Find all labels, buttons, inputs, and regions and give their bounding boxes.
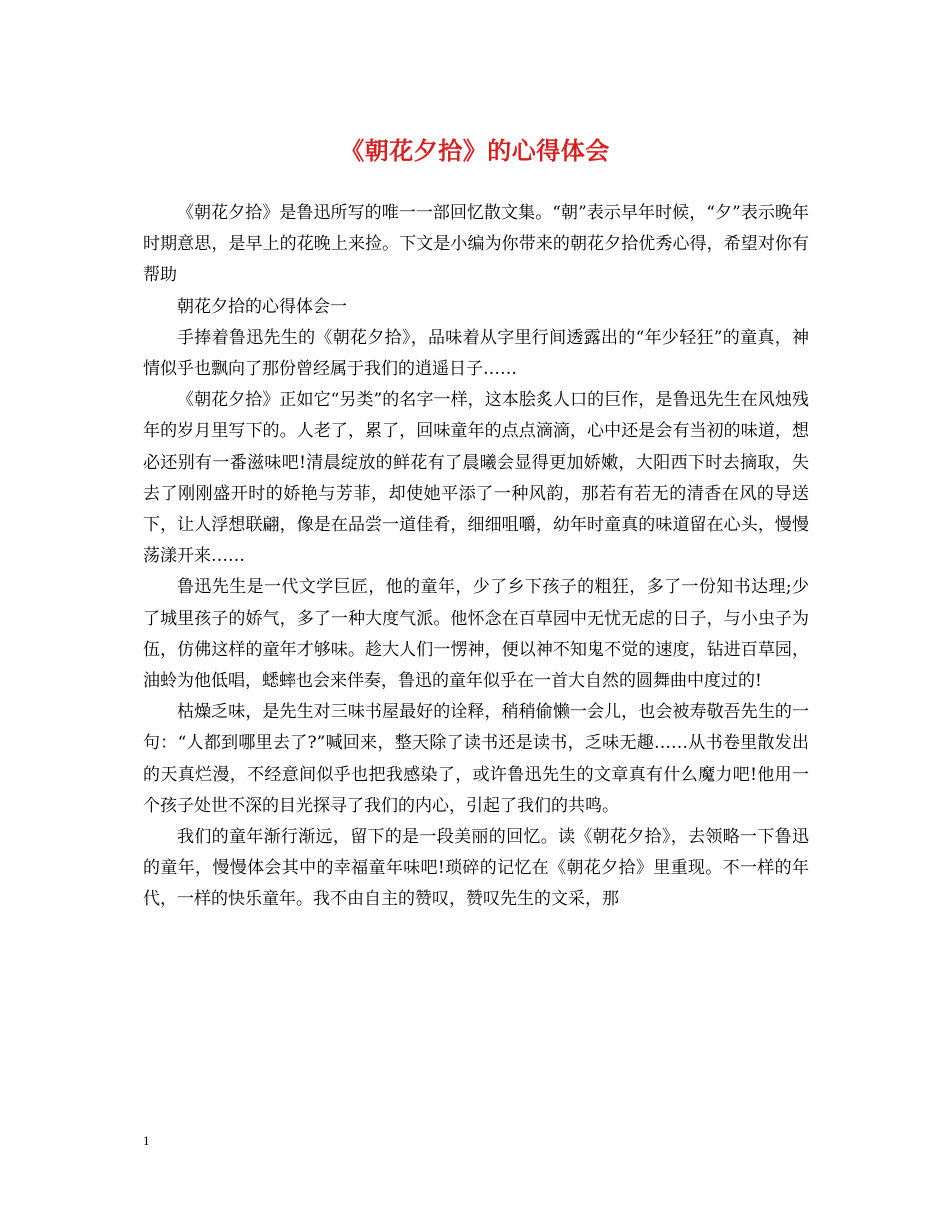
document-title: 《朝花夕拾》的心得体会	[340, 136, 610, 165]
page-number: 1	[143, 1133, 150, 1148]
paragraph-3: 鲁迅先生是一代文学巨匠，他的童年，少了乡下孩子的粗狂，多了一份知书达理;少了城里孩子的娇气，多了一种大度气派。他怀念在百草园中无忧无虑的日子，与小虫子为伍，仿佛这样的童年才够味。趁大人们一愣神，便以神不知鬼不觉的速度，钻进百草园，油蛉为他低唱，蟋蟀也会来伴奏，鲁迅的童年似乎在一首大自然的圆舞曲中度过的!	[143, 577, 809, 692]
paragraph-section-heading: 朝花夕拾的心得体会一	[177, 296, 347, 317]
paragraph-2: 《朝花夕拾》正如它“另类”的名字一样，这本脍炙人口的巨作，是鲁迅先生在风烛残年的岁月里写下的。人老了，累了，回味童年的点点滴滴，心中还是会有当初的味道，想必还别有一番滋味吧!清晨绽放的鲜花有了晨曦会显得更加娇嫩，大阳西下时去摘取，失去了刚刚盛开时的娇艳与芳菲，却使她平添了一种风韵，那若有若无的清香在风的导送下，让人浮想联翩，像是在品尝一道佳肴，细细咀嚼，幼年时童真的味道留在心头，慢慢荡漾开来……	[143, 390, 809, 567]
paragraph-1: 手捧着鲁迅先生的《朝花夕拾》，品味着从字里行间透露出的“年少轻狂”的童真，神情似乎也飘向了那份曾经属于我们的逍遥日子……	[143, 327, 809, 380]
paragraph-5: 我们的童年渐行渐远，留下的是一段美丽的回忆。读《朝花夕拾》，去领略一下鲁迅的童年，慢慢体会其中的幸福童年味吧!琐碎的记忆在《朝花夕拾》里重现。不一样的年代，一样的快乐童年。我不由自主的赞叹，赞叹先生的文采，那	[143, 827, 809, 910]
document-body	[143, 198, 809, 916]
paragraph-intro: 《朝花夕拾》是鲁迅所写的唯一一部回忆散文集。“朝”表示早年时候，“夕”表示晚年时期意思，是早上的花晚上来捡。下文是小编为你带来的朝花夕拾优秀心得，希望对你有帮助	[143, 203, 809, 286]
paragraph-4: 枯燥乏味，是先生对三味书屋最好的诠释，稍稍偷懒一会儿，也会被寿敬吾先生的一句：“人都到哪里去了?”喊回来，整天除了读书还是读书，乏味无趣……从书卷里散发出的天真烂漫，不经意间似乎也把我感染了，或许鲁迅先生的文章真有什么魔力吧!他用一个孩子处世不深的目光探寻了我们的内心，引起了我们的共鸣。	[143, 702, 809, 816]
